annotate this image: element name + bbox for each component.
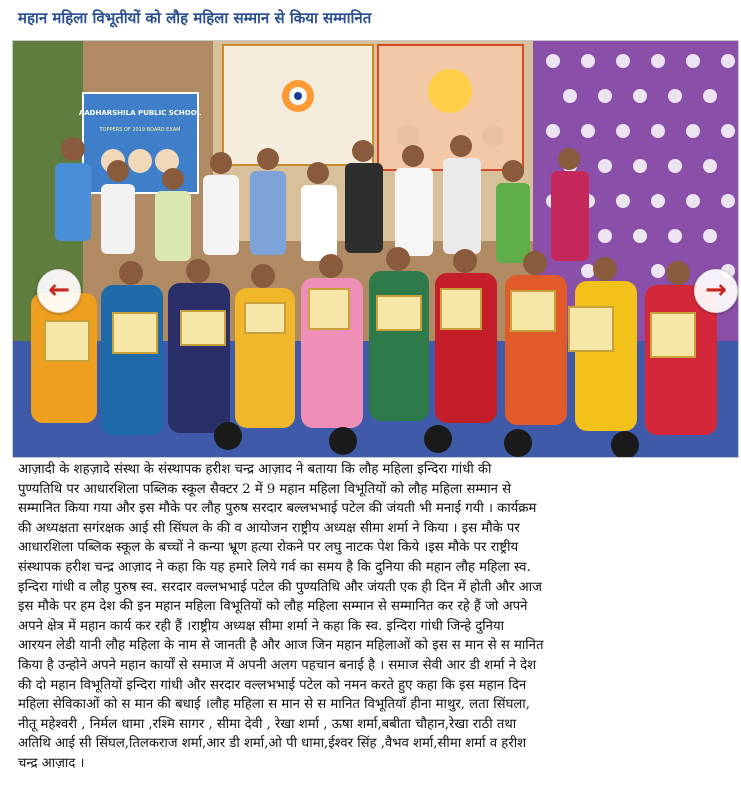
article-line: आज़ादी के शहज़ादे संस्था के संस्थापक हरीश चन्द्र आज़ाद ने बताया कि लौह महिला इन्दिरा गांधी की [18,462,492,477]
article-line: की अध्यक्षता सगंरक्षक आई सी सिंघल के की व आयोजन राष्ट्रीय अध्यक्ष सीमा शर्मा ने किया । इस मौके पर [18,520,520,536]
article-line: अतिथि आई सी सिंघल,तिलकराज शर्मा,आर डी शर्मा,ओ पी धामा,ईश्वर सिंह ,वैभव शर्मा,सीमा शर्मा व हरीश [18,736,527,752]
banner-school-name: AADHARSHILA PUBLIC SCHOOL [78,109,202,117]
article-line: संस्थापक हरीश चन्द्र आज़ाद ने कहा कि यह हमारे लिये गर्व का समय है कि दुनिया की महान लौह महिला स्व. [18,559,531,575]
article-line: आरयन लेडी यानी लौह महिला के नाम से जानती है और आज जिन महान महिलाओं को इस स मान से स मानित [18,638,544,654]
next-photo-button[interactable] [694,269,738,313]
article-line: सम्मानित किया गया और इस मौके पर लौह पुरुष सरदार बल्लभभाई पटेल की जंयती भी मनाई गयी । कार्यक्रम [18,501,537,517]
article-line: नीतू महेश्वरी , निर्मल धामा ,रश्मि सागर , सीमा देवी , रेखा शर्मा , ऊषा शर्मा,बबीता चौहान,रेखा राठी तथा [18,716,517,732]
article-body [18,460,732,774]
article-line: महिला सेविकाओं को स मान की बधाई ।लौह महिला स मान से स मानित विभूतियाँ हीना माथुर, लता सिंघला, [18,697,530,713]
article-line: आधारशिला पब्लिक स्कूल के बच्चों ने कन्या भ्रूण हत्या रोकने पर लघु नाटक पेश किये ।इस मौके पर राष्ट्रीय [18,540,519,556]
article-line: पुण्यतिथि पर आधारशिला पब्लिक स्कूल सैक्टर 2 में 9 महान महिला विभूतियों को लौह महिला सम्मान से [18,481,512,497]
event-photo [12,40,739,458]
article-line: किया है उन्होने अपने महान कार्यों से समाज में अपनी अलग पहचान बनाई है । समाज सेवी आर डी शर्मा ने देश [18,657,537,673]
banner-caption: TOPPERS OF 2019 BOARD EXAM [99,127,181,133]
article-line: चन्द्र आज़ाद । [18,755,85,771]
headline: महान महिला विभूतीयों को लौह महिला सम्मान से किया सम्मानित [18,9,372,27]
previous-photo-button[interactable] [37,269,81,313]
group-photo-illustration [13,41,738,457]
article-line: इस मौके पर हम देश की इन महान महिला विभूतियों को लौह महिला सम्मान से सम्मानित कर रहे हैं जो अपने [18,599,528,615]
arrow-left-icon: ← [48,275,70,305]
article-line: अपने क्षेत्र में महान कार्य कर रही हैं ।राष्ट्रीय अध्यक्ष सीमा शर्मा ने कहा कि स्व. इन्दिरा गांधी जिन्हे दुनिया [18,618,505,634]
article-line: की दो महान विभूतियों इन्दिरा गांधी और सरदार वल्लभभाई पटेल को नमन करते हुए कहा कि इस महान दिन [18,677,527,693]
arrow-right-icon: → [705,275,727,305]
article-line: इन्दिरा गांधी व लौह पुरुष स्व. सरदार वल्लभभाई पटेल की पुण्यतिथि और जंयती एक ही दिन में होती और आज [18,579,542,595]
